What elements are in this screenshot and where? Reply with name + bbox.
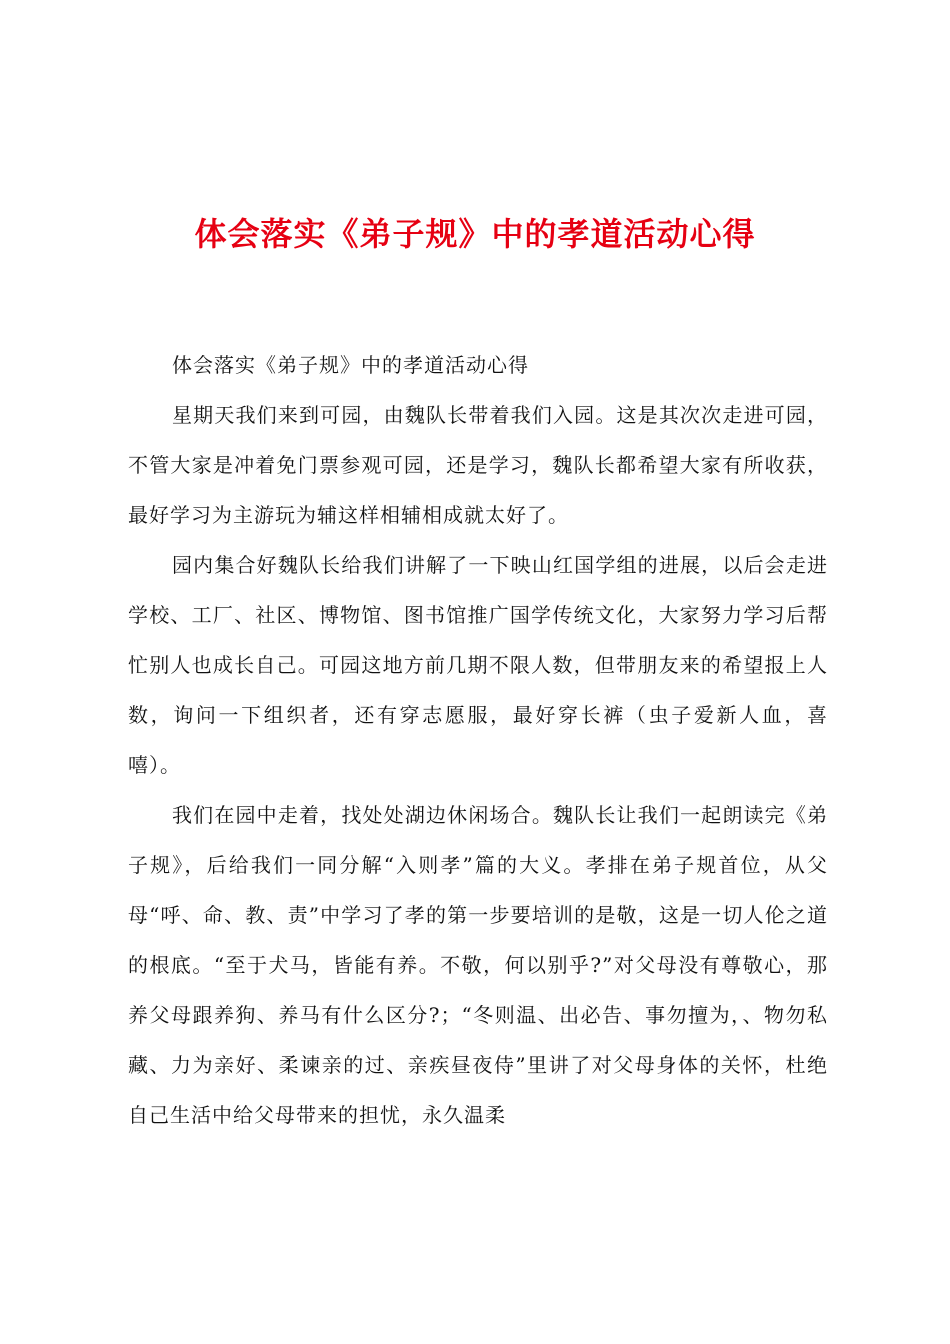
- document-body: [128, 340, 828, 1140]
- paragraph-subtitle: 体会落实《弟子规》中的孝道活动心得: [172, 353, 529, 377]
- document-title: 体会落实《弟子规》中的孝道活动心得: [194, 215, 756, 253]
- paragraph-1: 星期天我们来到可园，由魏队长带着我们入园。这是其次次走进可园，不管大家是冲着免门票参观可园，还是学习，魏队长都希望大家有所收获，最好学习为主游玩为辅这样相辅相成就太好了。: [128, 403, 828, 527]
- paragraph-3: 我们在园中走着，找处处湖边休闲场合。魏队长让我们一起朗读完《弟子规》，后给我们一同分解“入则孝”篇的大义。孝排在弟子规首位，从父母“呼、命、教、责”中学习了孝的第一步要培训的是敬，这是一切人伦之道的根底。“至于犬马，皆能有养。不敬，何以别乎?”对父母没有尊敬心，那养父母跟养狗、养马有什么区分?；“冬则温、出必告、事勿擅为，、物勿私藏、力为亲好、柔谏亲的过、亲疾昼夜侍”里讲了对父母身体的关怀，杜绝自己生活中给父母带来的担忧，永久温柔: [128, 803, 828, 1127]
- paragraph-2: 园内集合好魏队长给我们讲解了一下映山红国学组的进展，以后会走进学校、工厂、社区、博物馆、图书馆推广国学传统文化，大家努力学习后帮忙别人也成长自己。可园这地方前几期不限人数，但带朋友来的希望报上人数，询问一下组织者，还有穿志愿服，最好穿长裤（虫子爱新人血，喜嘻）。: [128, 553, 828, 777]
